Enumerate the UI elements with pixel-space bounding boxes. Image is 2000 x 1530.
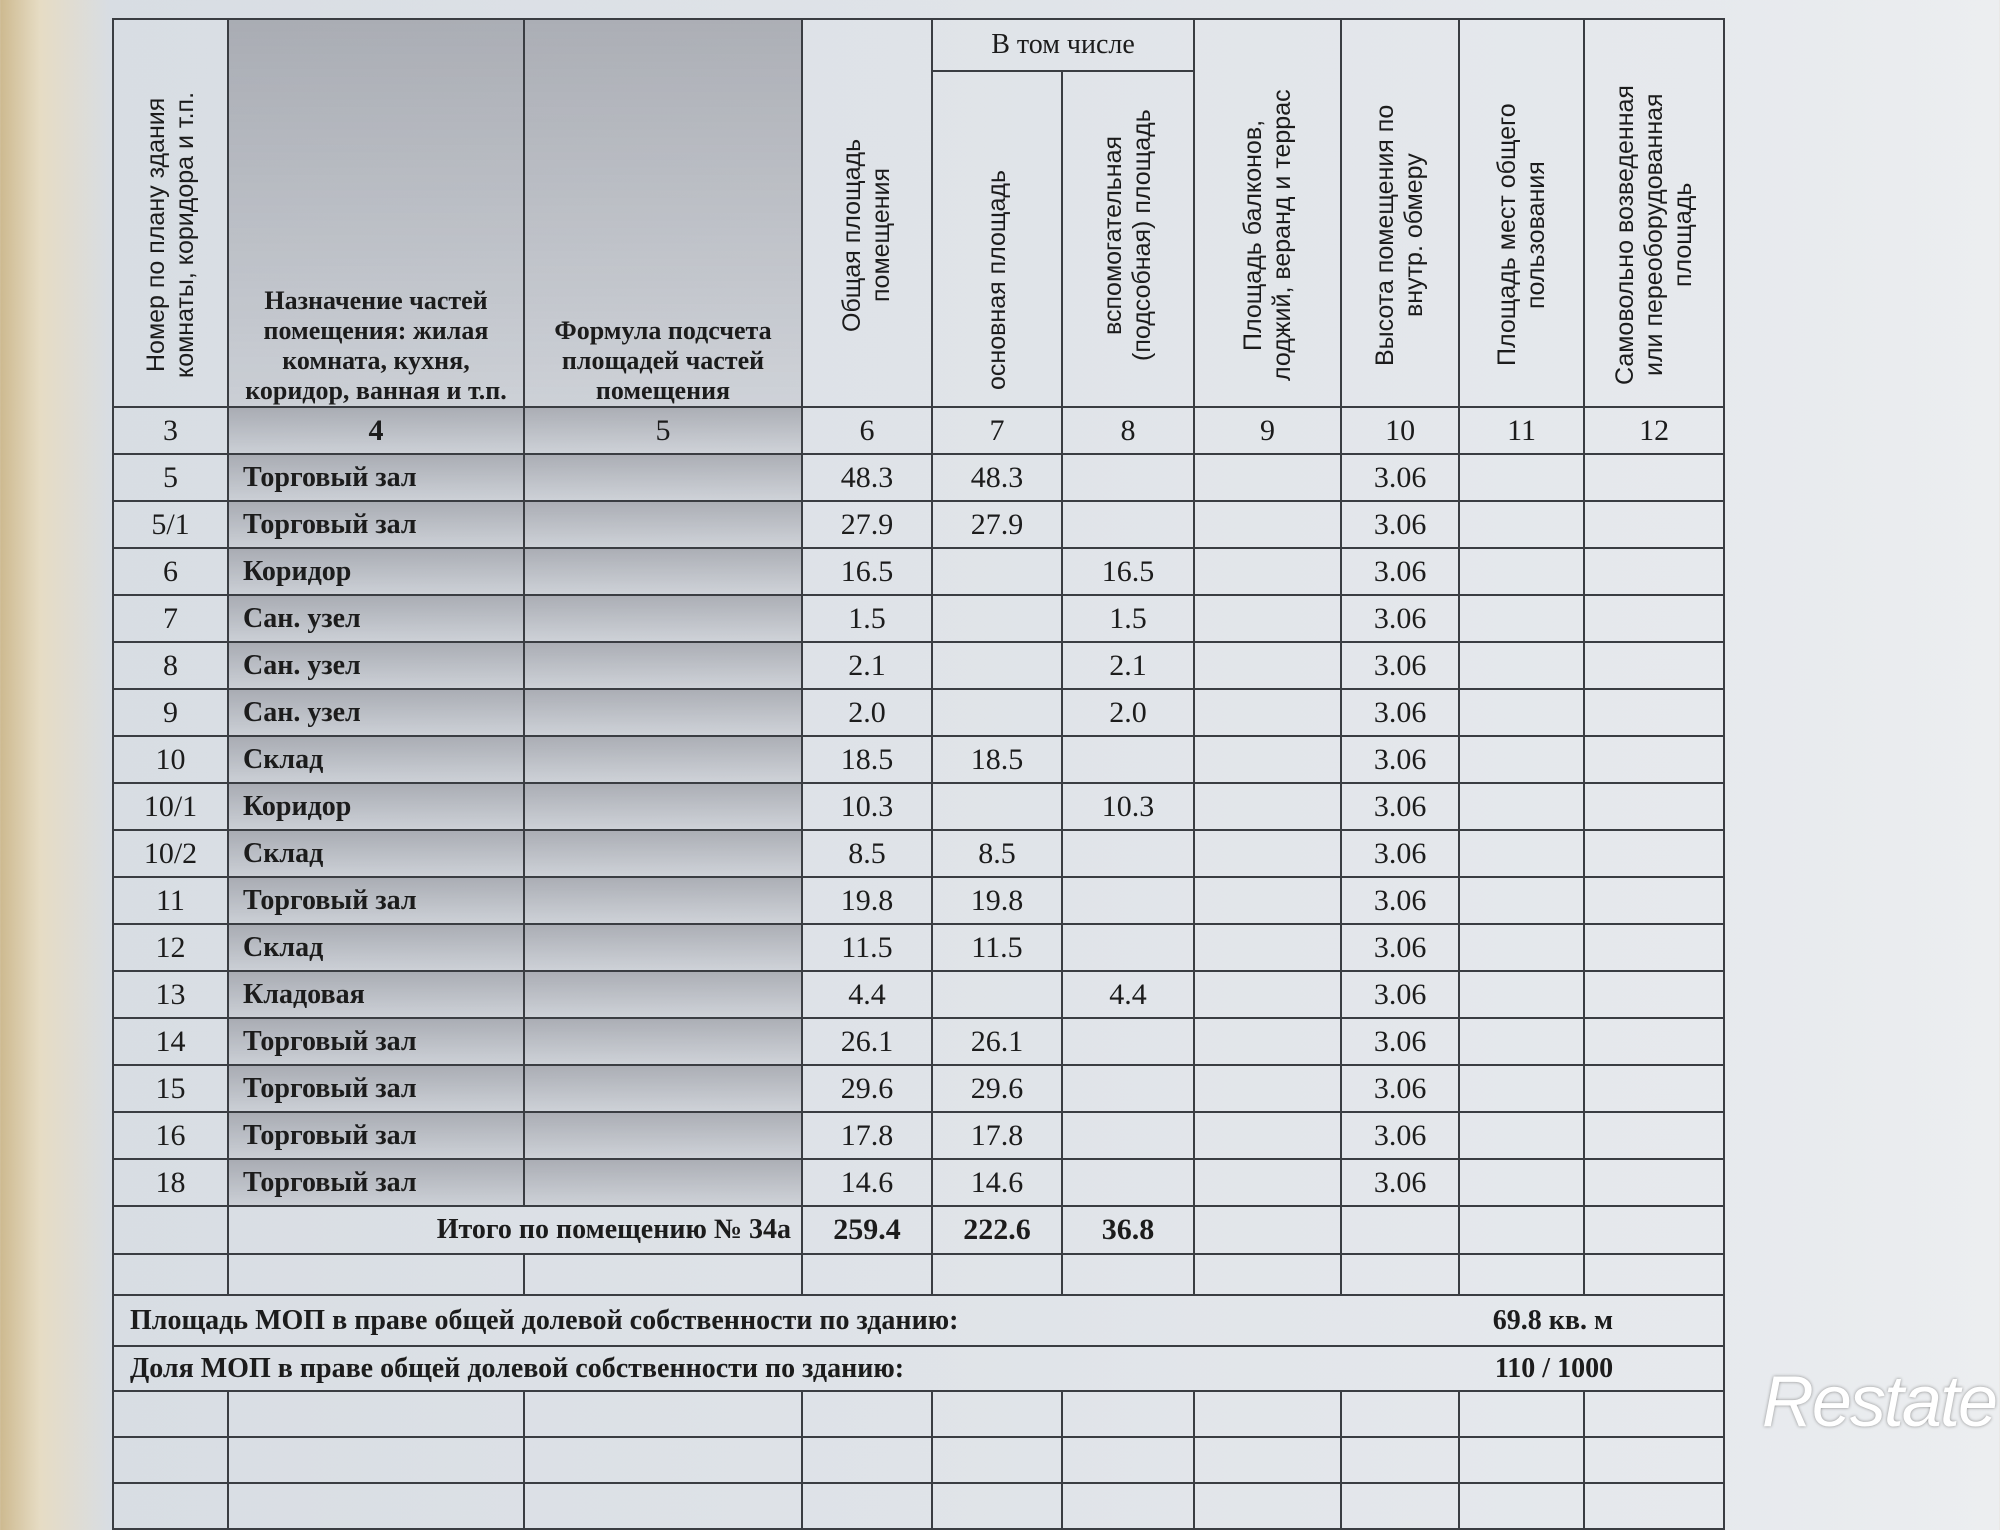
totals-total-area: 259.4 — [802, 1206, 932, 1254]
total-area: 14.6 — [802, 1159, 932, 1206]
balcony-area — [1194, 1159, 1341, 1206]
unauthorized-area — [1584, 548, 1724, 595]
unauthorized-area — [1584, 1018, 1724, 1065]
empty-cell — [1459, 1254, 1584, 1295]
totals-aux-area: 36.8 — [1062, 1206, 1194, 1254]
empty-cell — [1584, 1254, 1724, 1295]
room-number: 15 — [113, 1065, 228, 1112]
header-col11: Площадь мест общего пользования — [1459, 19, 1584, 407]
unauthorized-area — [1584, 877, 1724, 924]
room-name: Торговый зал — [228, 1112, 524, 1159]
unauthorized-area — [1584, 595, 1724, 642]
room-number: 5/1 — [113, 501, 228, 548]
empty-cell — [802, 1254, 932, 1295]
empty-cell — [802, 1437, 932, 1483]
empty-cell — [932, 1391, 1062, 1437]
room-name: Склад — [228, 924, 524, 971]
unauthorized-area — [1584, 1159, 1724, 1206]
balcony-area — [1194, 501, 1341, 548]
empty-cell — [1584, 1206, 1724, 1254]
empty-cell — [1062, 1437, 1194, 1483]
room-number: 16 — [113, 1112, 228, 1159]
table-row — [113, 1112, 1724, 1159]
formula-cell — [524, 454, 802, 501]
room-name: Коридор — [228, 783, 524, 830]
empty-cell — [1194, 1206, 1341, 1254]
formula-cell — [524, 642, 802, 689]
common-area — [1459, 1065, 1584, 1112]
formula-cell — [524, 689, 802, 736]
room-height: 3.06 — [1341, 830, 1459, 877]
empty-cell — [113, 1437, 228, 1483]
total-area: 48.3 — [802, 454, 932, 501]
column-number: 4 — [228, 407, 524, 454]
room-name: Торговый зал — [228, 877, 524, 924]
room-height: 3.06 — [1341, 1159, 1459, 1206]
main-area — [932, 783, 1062, 830]
main-area — [932, 548, 1062, 595]
empty-cell — [1459, 1483, 1584, 1529]
table-row — [113, 642, 1724, 689]
room-number: 7 — [113, 595, 228, 642]
header-col7: основная площадь — [932, 71, 1062, 407]
table-row — [113, 924, 1724, 971]
watermark-logo: Restate — [1761, 1362, 1996, 1442]
room-height: 3.06 — [1341, 689, 1459, 736]
unauthorized-area — [1584, 689, 1724, 736]
mop-label: Доля МОП в праве общей долевой собственности по зданию: — [113, 1346, 1341, 1391]
total-area: 29.6 — [802, 1065, 932, 1112]
room-name: Торговый зал — [228, 1159, 524, 1206]
table-row — [113, 1159, 1724, 1206]
room-name: Сан. узел — [228, 642, 524, 689]
formula-cell — [524, 924, 802, 971]
aux-area — [1062, 501, 1194, 548]
header-col4: Назначение частей помещения: жилая комната, кухня, коридор, ванная и т.п. — [228, 19, 524, 407]
room-height: 3.06 — [1341, 783, 1459, 830]
total-area: 26.1 — [802, 1018, 932, 1065]
main-area: 48.3 — [932, 454, 1062, 501]
header-col3: Номер по плану здания комнаты, коридора и т.п. — [113, 19, 228, 407]
formula-cell — [524, 1159, 802, 1206]
empty-cell — [1459, 1437, 1584, 1483]
explication-table-sheet — [112, 18, 1725, 1530]
table-row — [113, 830, 1724, 877]
total-area: 17.8 — [802, 1112, 932, 1159]
empty-cell — [1194, 1437, 1341, 1483]
total-area: 2.1 — [802, 642, 932, 689]
column-number: 10 — [1341, 407, 1459, 454]
common-area — [1459, 736, 1584, 783]
formula-cell — [524, 595, 802, 642]
formula-cell — [524, 736, 802, 783]
table-row — [113, 736, 1724, 783]
aux-area: 1.5 — [1062, 595, 1194, 642]
main-area: 14.6 — [932, 1159, 1062, 1206]
column-number: 6 — [802, 407, 932, 454]
room-name: Склад — [228, 830, 524, 877]
common-area — [1459, 501, 1584, 548]
balcony-area — [1194, 736, 1341, 783]
table-row — [113, 454, 1724, 501]
unauthorized-area — [1584, 454, 1724, 501]
common-area — [1459, 1159, 1584, 1206]
empty-cell — [113, 1254, 228, 1295]
empty-cell — [1062, 1391, 1194, 1437]
room-name: Сан. узел — [228, 689, 524, 736]
unauthorized-area — [1584, 971, 1724, 1018]
aux-area — [1062, 1112, 1194, 1159]
aux-area — [1062, 736, 1194, 783]
main-area — [932, 642, 1062, 689]
table-row — [113, 548, 1724, 595]
room-number: 14 — [113, 1018, 228, 1065]
common-area — [1459, 924, 1584, 971]
empty-cell — [524, 1391, 802, 1437]
common-area — [1459, 1018, 1584, 1065]
empty-cell — [1341, 1483, 1459, 1529]
aux-area — [1062, 1018, 1194, 1065]
empty-cell — [113, 1206, 228, 1254]
table-row — [113, 1065, 1724, 1112]
main-area — [932, 595, 1062, 642]
unauthorized-area — [1584, 924, 1724, 971]
empty-cell — [1062, 1254, 1194, 1295]
column-number: 9 — [1194, 407, 1341, 454]
room-number: 8 — [113, 642, 228, 689]
room-number: 5 — [113, 454, 228, 501]
empty-cell — [524, 1437, 802, 1483]
empty-cell — [228, 1254, 524, 1295]
common-area — [1459, 1112, 1584, 1159]
column-number: 11 — [1459, 407, 1584, 454]
total-area: 1.5 — [802, 595, 932, 642]
room-number: 9 — [113, 689, 228, 736]
room-name: Кладовая — [228, 971, 524, 1018]
common-area — [1459, 454, 1584, 501]
unauthorized-area — [1584, 736, 1724, 783]
balcony-area — [1194, 642, 1341, 689]
empty-cell — [1341, 1254, 1459, 1295]
unauthorized-area — [1584, 783, 1724, 830]
empty-cell — [802, 1483, 932, 1529]
room-number: 12 — [113, 924, 228, 971]
common-area — [1459, 830, 1584, 877]
room-height: 3.06 — [1341, 1065, 1459, 1112]
aux-area: 10.3 — [1062, 783, 1194, 830]
formula-cell — [524, 877, 802, 924]
empty-cell — [524, 1254, 802, 1295]
aux-area — [1062, 1065, 1194, 1112]
common-area — [1459, 595, 1584, 642]
empty-cell — [1062, 1483, 1194, 1529]
formula-cell — [524, 1018, 802, 1065]
room-height: 3.06 — [1341, 736, 1459, 783]
main-area: 17.8 — [932, 1112, 1062, 1159]
empty-cell — [228, 1483, 524, 1529]
empty-cell — [1459, 1206, 1584, 1254]
header-col12: Самовольно возведенная или переоборудованная площадь — [1584, 19, 1724, 407]
empty-row — [113, 1254, 1724, 1295]
room-number: 13 — [113, 971, 228, 1018]
aux-area: 16.5 — [1062, 548, 1194, 595]
totals-row — [113, 1206, 1724, 1254]
empty-cell — [113, 1391, 228, 1437]
header-col9: Площадь балконов, лоджий, веранд и террас — [1194, 19, 1341, 407]
unauthorized-area — [1584, 830, 1724, 877]
table-row — [113, 783, 1724, 830]
total-area: 8.5 — [802, 830, 932, 877]
empty-cell — [1194, 1254, 1341, 1295]
table-row — [113, 595, 1724, 642]
empty-cell — [932, 1254, 1062, 1295]
balcony-area — [1194, 1112, 1341, 1159]
column-number: 12 — [1584, 407, 1724, 454]
empty-cell — [524, 1483, 802, 1529]
room-height: 3.06 — [1341, 877, 1459, 924]
balcony-area — [1194, 971, 1341, 1018]
common-area — [1459, 971, 1584, 1018]
balcony-area — [1194, 595, 1341, 642]
unauthorized-area — [1584, 1065, 1724, 1112]
header-group: В том числе — [932, 19, 1194, 71]
balcony-area — [1194, 454, 1341, 501]
empty-cell — [228, 1437, 524, 1483]
aux-area: 2.0 — [1062, 689, 1194, 736]
total-area: 2.0 — [802, 689, 932, 736]
formula-cell — [524, 830, 802, 877]
main-area: 26.1 — [932, 1018, 1062, 1065]
total-area: 18.5 — [802, 736, 932, 783]
main-area — [932, 971, 1062, 1018]
room-height: 3.06 — [1341, 642, 1459, 689]
balcony-area — [1194, 877, 1341, 924]
room-number: 11 — [113, 877, 228, 924]
formula-cell — [524, 548, 802, 595]
table-row — [113, 501, 1724, 548]
table-row — [113, 689, 1724, 736]
room-name: Торговый зал — [228, 1065, 524, 1112]
aux-area — [1062, 830, 1194, 877]
main-area: 29.6 — [932, 1065, 1062, 1112]
aux-area: 4.4 — [1062, 971, 1194, 1018]
empty-cell — [1341, 1391, 1459, 1437]
common-area — [1459, 783, 1584, 830]
aux-area — [1062, 924, 1194, 971]
mop-value: 110 / 1000 — [1341, 1346, 1724, 1391]
unauthorized-area — [1584, 1112, 1724, 1159]
empty-cell — [1194, 1483, 1341, 1529]
mop-label: Площадь МОП в праве общей долевой собственности по зданию: — [113, 1295, 1341, 1346]
formula-cell — [524, 1065, 802, 1112]
empty-cell — [932, 1437, 1062, 1483]
totals-main-area: 222.6 — [932, 1206, 1062, 1254]
room-name: Торговый зал — [228, 1018, 524, 1065]
room-height: 3.06 — [1341, 454, 1459, 501]
empty-cell — [113, 1483, 228, 1529]
balcony-area — [1194, 1018, 1341, 1065]
room-height: 3.06 — [1341, 1018, 1459, 1065]
column-number: 3 — [113, 407, 228, 454]
formula-cell — [524, 1112, 802, 1159]
empty-cell — [802, 1391, 932, 1437]
header-col5: Формула подсчета площадей частей помещения — [524, 19, 802, 407]
table-row — [113, 971, 1724, 1018]
main-area: 19.8 — [932, 877, 1062, 924]
empty-cell — [1584, 1483, 1724, 1529]
main-area: 18.5 — [932, 736, 1062, 783]
room-number: 10 — [113, 736, 228, 783]
balcony-area — [1194, 1065, 1341, 1112]
aux-area — [1062, 454, 1194, 501]
column-numbers-row — [113, 407, 1724, 454]
empty-cell — [1341, 1206, 1459, 1254]
room-name: Торговый зал — [228, 454, 524, 501]
column-number: 8 — [1062, 407, 1194, 454]
aux-area: 2.1 — [1062, 642, 1194, 689]
table-row — [113, 1018, 1724, 1065]
empty-cell — [932, 1483, 1062, 1529]
total-area: 11.5 — [802, 924, 932, 971]
aux-area — [1062, 877, 1194, 924]
room-name: Сан. узел — [228, 595, 524, 642]
column-number: 7 — [932, 407, 1062, 454]
room-number: 10/1 — [113, 783, 228, 830]
common-area — [1459, 548, 1584, 595]
room-number: 18 — [113, 1159, 228, 1206]
unauthorized-area — [1584, 501, 1724, 548]
room-name: Склад — [228, 736, 524, 783]
common-area — [1459, 689, 1584, 736]
room-height: 3.06 — [1341, 971, 1459, 1018]
room-number: 10/2 — [113, 830, 228, 877]
empty-row — [113, 1391, 1724, 1437]
mop-row — [113, 1295, 1724, 1346]
balcony-area — [1194, 830, 1341, 877]
balcony-area — [1194, 689, 1341, 736]
total-area: 4.4 — [802, 971, 932, 1018]
formula-cell — [524, 501, 802, 548]
total-area: 19.8 — [802, 877, 932, 924]
main-area: 11.5 — [932, 924, 1062, 971]
room-height: 3.06 — [1341, 595, 1459, 642]
totals-label: Итого по помещению № 34а — [228, 1206, 802, 1254]
total-area: 27.9 — [802, 501, 932, 548]
room-name: Торговый зал — [228, 501, 524, 548]
room-name: Коридор — [228, 548, 524, 595]
main-area: 27.9 — [932, 501, 1062, 548]
empty-row — [113, 1483, 1724, 1529]
main-area — [932, 689, 1062, 736]
balcony-area — [1194, 924, 1341, 971]
empty-cell — [1584, 1437, 1724, 1483]
common-area — [1459, 642, 1584, 689]
formula-cell — [524, 971, 802, 1018]
mop-value: 69.8 кв. м — [1341, 1295, 1724, 1346]
empty-cell — [1459, 1391, 1584, 1437]
empty-cell — [1584, 1391, 1724, 1437]
table-row — [113, 877, 1724, 924]
room-height: 3.06 — [1341, 924, 1459, 971]
empty-row — [113, 1437, 1724, 1483]
explication-table — [112, 18, 1725, 1530]
unauthorized-area — [1584, 642, 1724, 689]
column-number: 5 — [524, 407, 802, 454]
header-col6: Общая площадь помещения — [802, 19, 932, 407]
mop-row — [113, 1346, 1724, 1391]
empty-cell — [1194, 1391, 1341, 1437]
header-col8: вспомогательная (подсобная) площадь — [1062, 71, 1194, 407]
formula-cell — [524, 783, 802, 830]
room-number: 6 — [113, 548, 228, 595]
total-area: 16.5 — [802, 548, 932, 595]
room-height: 3.06 — [1341, 501, 1459, 548]
header-col10: Высота помещения по внутр. обмеру — [1341, 19, 1459, 407]
aux-area — [1062, 1159, 1194, 1206]
room-height: 3.06 — [1341, 1112, 1459, 1159]
common-area — [1459, 877, 1584, 924]
empty-cell — [228, 1391, 524, 1437]
total-area: 10.3 — [802, 783, 932, 830]
balcony-area — [1194, 783, 1341, 830]
empty-cell — [1341, 1437, 1459, 1483]
main-area: 8.5 — [932, 830, 1062, 877]
room-height: 3.06 — [1341, 548, 1459, 595]
balcony-area — [1194, 548, 1341, 595]
